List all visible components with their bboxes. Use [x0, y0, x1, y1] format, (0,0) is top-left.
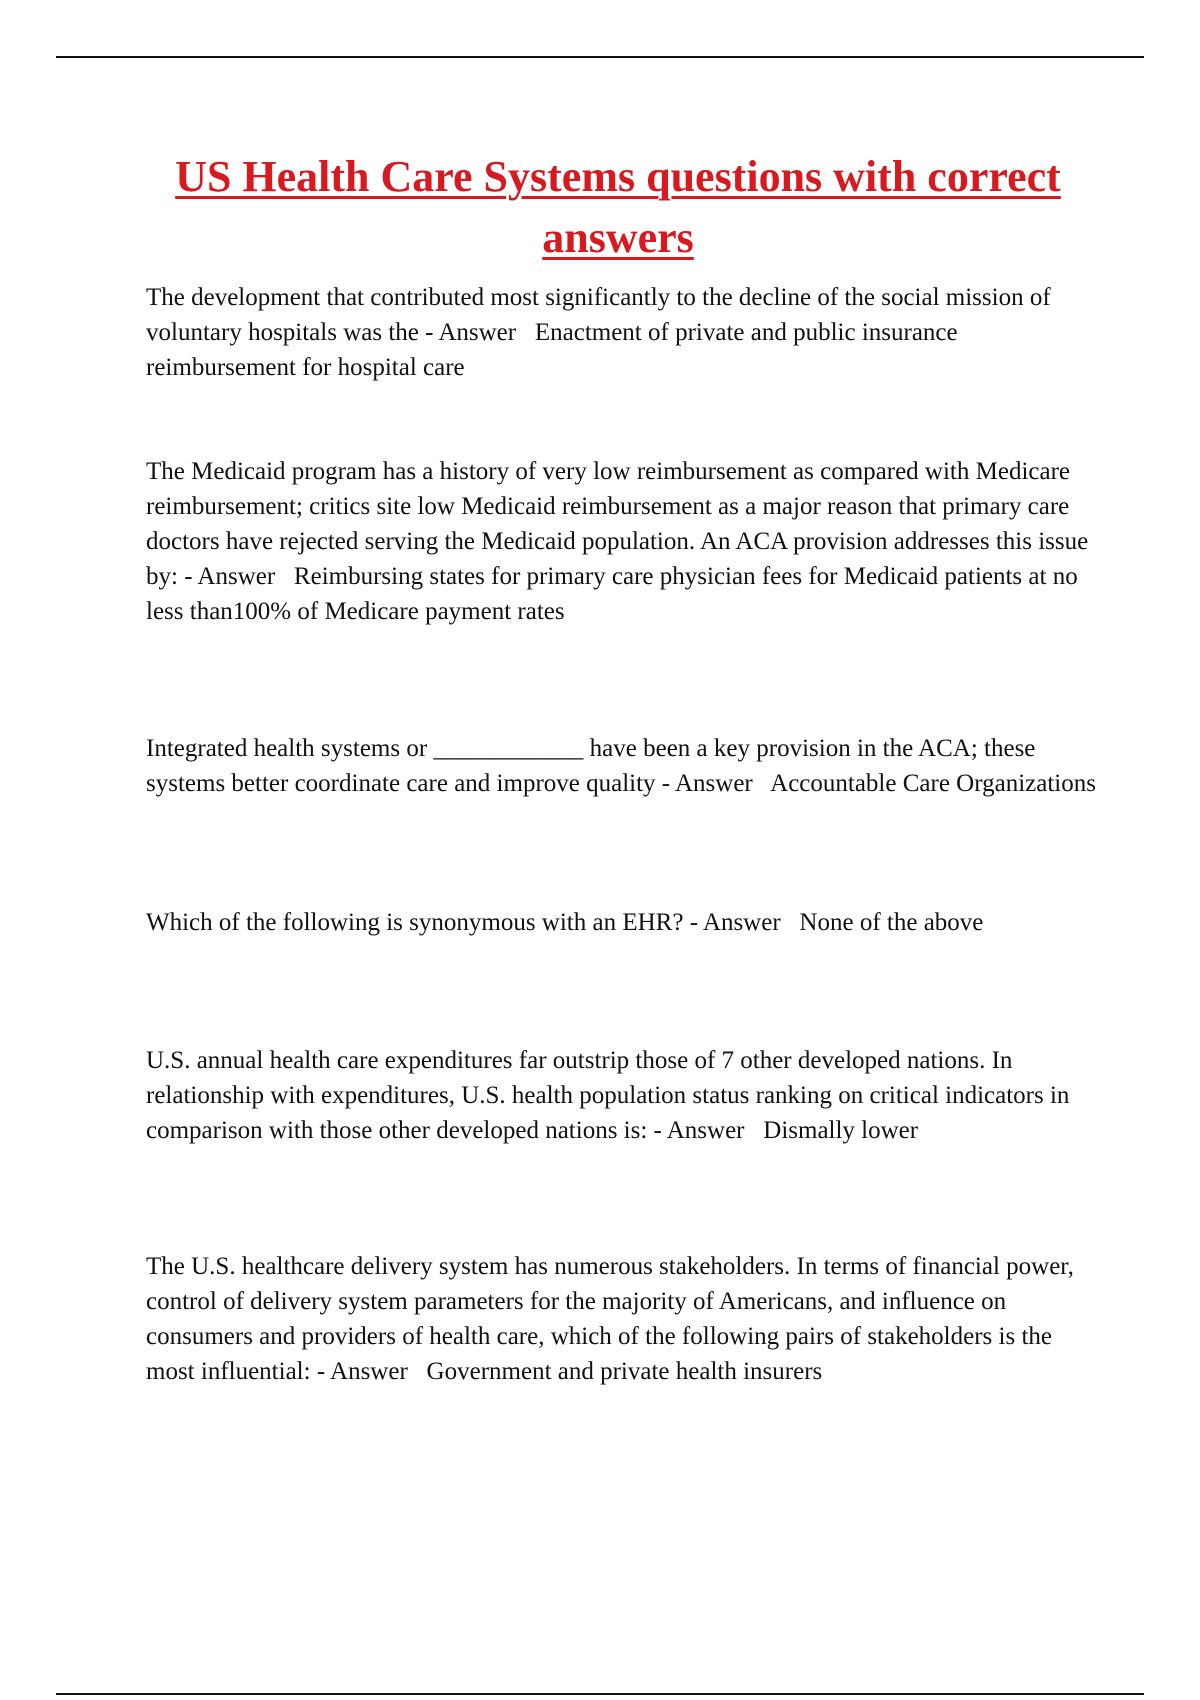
- answer-text: Reimbursing states for primary care physician fees for Medicaid patients at no less than100% of Medicare payment rates: [146, 563, 1078, 625]
- qa-item: [146, 1249, 1106, 1389]
- answer-text: None of the above: [799, 909, 984, 936]
- qa-item: [146, 731, 1106, 801]
- question-text: U.S. annual health care expenditures far outstrip those of 7 other developed nations. In relationship with expenditures, U.S. health population status ranking on critical indicators in comparison with those other developed nations is:: [146, 1047, 1070, 1144]
- top-divider: [56, 56, 1144, 58]
- answer-text: Government and private health insurers: [426, 1358, 823, 1385]
- bottom-divider: [56, 1693, 1144, 1695]
- question-text: The U.S. healthcare delivery system has numerous stakeholders. In terms of financial power, control of delivery system parameters for the majority of Americans, and influence on consumers and providers of health care, which of the following pairs of stakeholders is the most influential:: [146, 1253, 1074, 1385]
- answer-marker: - Answer: [425, 319, 517, 346]
- qa-item: [146, 454, 1106, 629]
- question-text: Integrated health systems or ____________ have been a key provision in the ACA; these systems better coordinate care and improve quality: [146, 735, 1036, 797]
- question-text: Which of the following is synonymous with an EHR?: [146, 909, 684, 936]
- qa-item: [146, 1043, 1106, 1148]
- answer-text: Enactment of private and public insurance reimbursement for hospital care: [146, 319, 958, 381]
- answer-marker: - Answer: [184, 563, 276, 590]
- answer-marker: - Answer: [316, 1358, 408, 1385]
- answer-text: Dismally lower: [763, 1117, 919, 1144]
- qa-item: [146, 280, 1106, 385]
- document-title: US Health Care Systems questions with correct answers: [175, 152, 1061, 262]
- answer-text: Accountable Care Organizations: [770, 770, 1096, 797]
- answer-marker: - Answer: [653, 1117, 745, 1144]
- question-text: The development that contributed most significantly to the decline of the social mission of voluntary hospitals was the: [146, 284, 1051, 346]
- answer-marker: - Answer: [661, 770, 753, 797]
- answer-marker: - Answer: [689, 909, 781, 936]
- qa-item: [146, 905, 1106, 940]
- question-text: The Medicaid program has a history of very low reimbursement as compared with Medicare reimbursement; critics site low Medicaid reimbursement as a major reason that primary care doctors have rejected serving the Medicaid population. An ACA provision addresses this issue by:: [146, 458, 1089, 590]
